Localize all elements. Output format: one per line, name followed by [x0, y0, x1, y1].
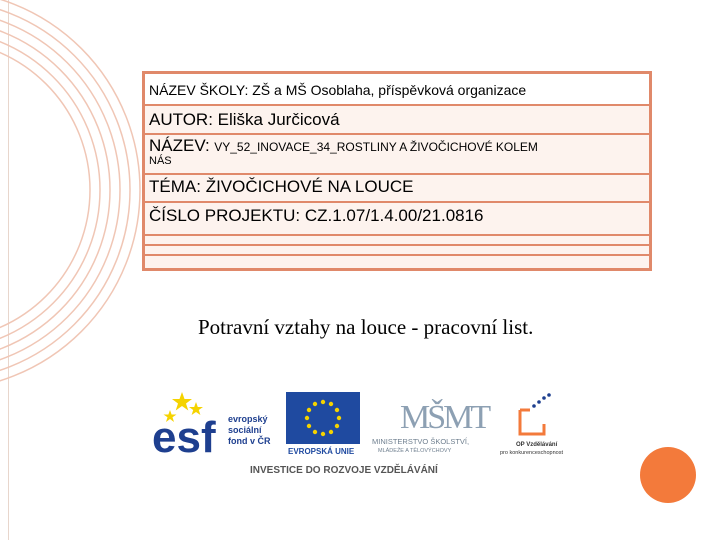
esf-text-line: sociální	[228, 425, 262, 435]
empty-row	[145, 256, 649, 268]
title-label: NÁZEV:	[149, 136, 210, 155]
project-info-box	[142, 71, 652, 271]
eu-logo	[286, 392, 360, 456]
eu-funding-logos	[150, 388, 590, 480]
esf-text-line: fond v ČR	[228, 436, 271, 446]
funding-banner: INVESTICE DO ROZVOJE VZDĚLÁVÁNÍ	[250, 465, 438, 476]
esf-text-line: evropský	[228, 414, 268, 424]
orange-dot	[640, 447, 696, 503]
title-row	[145, 135, 649, 175]
decorative-arcs	[0, 0, 150, 540]
esf-logo	[152, 392, 271, 462]
topic-label: TÉMA:	[149, 177, 201, 196]
eu-flag	[286, 392, 360, 444]
op-logo	[500, 393, 563, 456]
empty-row	[145, 246, 649, 256]
project-value: CZ.1.07/1.4.00/21.0816	[304, 206, 484, 225]
msmt-mark: MŠMT	[400, 399, 489, 436]
author-row	[145, 106, 649, 135]
project-label: ČÍSLO PROJEKTU:	[149, 206, 301, 225]
msmt-logo	[372, 398, 491, 454]
esf-mark: esf	[152, 413, 216, 462]
author-label: AUTOR:	[149, 110, 213, 129]
school-value: ZŠ a MŠ Osoblaha, příspěvková organizace	[252, 82, 527, 98]
title-value: VY_52_INOVACE_34_ROSTLINY A ŽIVOČICHOVÉ KOLEM	[214, 140, 538, 154]
empty-row	[145, 236, 649, 246]
school-row	[145, 74, 649, 106]
msmt-caption: MINISTERSTVO ŠKOLSTVÍ,	[372, 437, 470, 446]
msmt-caption: MLÁDEŽE A TĚLOVÝCHOVY	[378, 448, 452, 454]
op-caption: pro konkurenceschopnost	[500, 450, 563, 456]
title-value-wrap: NÁS	[149, 155, 172, 167]
project-number-row	[145, 203, 649, 236]
topic-value: ŽIVOČICHOVÉ NA LOUCE	[205, 177, 414, 196]
topic-row	[145, 175, 649, 203]
slide-subtitle: Potravní vztahy na louce - pracovní list.	[198, 315, 534, 339]
op-icon	[520, 410, 544, 434]
author-value: Eliška Jurčicová	[217, 110, 340, 129]
eu-caption: EVROPSKÁ UNIE	[288, 447, 355, 456]
op-dots-icon	[532, 393, 551, 408]
star-icon	[172, 392, 192, 411]
school-label: NÁZEV ŠKOLY:	[149, 82, 249, 98]
op-caption: OP Vzdělávání	[516, 442, 558, 448]
